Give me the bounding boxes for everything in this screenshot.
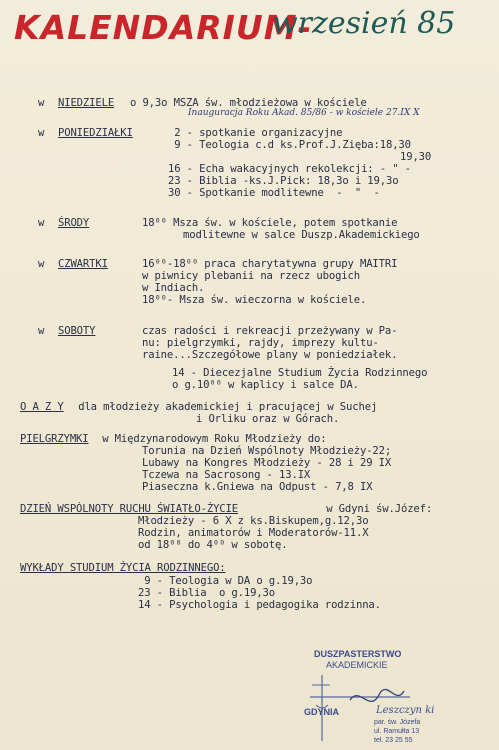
heading-dzien-wspolnoty: DZIEŃ WSPÓLNOTY RUCHU ŚWIATŁO-ŻYCIE	[20, 503, 238, 515]
text-line: w piwnicy plebanii na rzecz ubogich	[142, 270, 360, 282]
text-line: raine...Szczegółowe plany w poniedziałek.	[142, 349, 398, 361]
heading-soboty: SOBOTY	[58, 325, 96, 337]
text-line: o g.10⁰⁰ w kaplicy i salce DA.	[172, 379, 359, 391]
heading-wyklady: WYKŁADY STUDIUM ŻYCIA RODZINNEGO:	[20, 562, 226, 574]
text-line: Rodzin, animatorów i Moderatorów-11.X	[138, 527, 369, 539]
stamp-street: ul. Ramułta 13	[374, 728, 420, 735]
parish-stamp	[300, 645, 490, 745]
heading-czwartki: CZWARTKI	[58, 258, 108, 270]
section-prefix: w	[38, 217, 45, 229]
text-line: 14 - Psychologia i pedagogika rodzinna.	[138, 599, 381, 611]
text-line: 18⁰⁰- Msza św. wieczorna w kościele.	[142, 294, 367, 306]
heading-pielgrzymki: PIELGRZYMKI	[20, 433, 89, 445]
text-line: 16 - Echa wakacyjnych rekolekcji: - " -	[168, 163, 411, 175]
text-line: w Międzynarodowym Roku Młodzieży do:	[96, 433, 327, 445]
heading-oazy: O A Z Y	[20, 401, 64, 413]
title-month: wrzesień 85	[272, 6, 456, 41]
text-line: czas radości i rekreacji przeżywany w Pa-	[142, 325, 398, 337]
text-line: 9 - Teologia w DA o g.19,3o	[138, 575, 313, 587]
text-line: 14 - Diecezjalne Studium Życia Rodzinnego	[172, 367, 428, 379]
handwritten-note: Inauguracja Roku Akad. 85/86 - w kościele 27.IX X	[188, 108, 420, 118]
text-line: 9 - Teologia c.d ks.Prof.J.Zięba:18,30	[168, 139, 411, 151]
stamp-line1: DUSZPASTERSTWO	[314, 649, 402, 659]
text-line: Lubawy na Kongres Młodzieży - 28 i 29 IX	[142, 457, 392, 469]
heading-niedziele: NIEDZIELE	[58, 97, 115, 109]
stamp-signature: Leszczyn ki	[376, 705, 435, 716]
text-line: dla młodzieży akademickiej i pracującej w Suchej	[72, 401, 378, 413]
text-line: Tczewa na Sacrosong - 13.IX	[142, 469, 311, 481]
text-line: 19,30	[400, 151, 432, 163]
text-line: 2 - spotkanie organizacyjne	[168, 127, 343, 139]
text-line: 30 - Spotkanie modlitewne - " -	[168, 187, 380, 199]
section-prefix: w	[38, 258, 45, 270]
text-line: Młodzieży - 6 X z ks.Biskupem,g.12,3o	[138, 515, 369, 527]
text-line: i Orliku oraz w Górach.	[196, 413, 340, 425]
stamp-line2: AKADEMICKIE	[326, 660, 388, 670]
text-line: w Indiach.	[142, 282, 205, 294]
heading-poniedzialki: PONIEDZIAŁKI	[58, 127, 133, 139]
text-line: Piaseczna k.Gniewa na Odpust - 7,8 IX	[142, 481, 373, 493]
text-line: Torunia na Dzień Wspólnoty Młodzieży-22;	[142, 445, 392, 457]
stamp-city: GDYNIA	[304, 707, 340, 717]
text-line: 23 - Biblia o g.19,3o	[138, 587, 276, 599]
stamp-parish: par. św. Józefa	[374, 719, 421, 726]
title-kalendarium: KALENDARIUM-	[14, 8, 313, 47]
text-line: modlitewne w salce Duszp.Akademickiego	[183, 229, 420, 241]
section-prefix: w	[38, 97, 45, 109]
text-line: w Gdyni św.Józef:	[320, 503, 433, 515]
stamp-phone: tel. 23 25 55	[374, 737, 413, 744]
section-prefix: w	[38, 127, 45, 139]
text-line: 23 - Biblia -ks.J.Pick: 18,3o i 19,3o	[168, 175, 399, 187]
section-prefix: w	[38, 325, 45, 337]
text-line: nu: pielgrzymki, rajdy, imprezy kultu-	[142, 337, 379, 349]
text-line: 18⁰⁰ Msza św. w kościele, potem spotkanie	[142, 217, 398, 229]
heading-srody: ŚRODY	[58, 217, 90, 229]
text-line: 16⁰⁰-18⁰⁰ praca charytatywna grupy MAITRI	[142, 258, 398, 270]
text-line: o 9,3o MSZA św. młodzieżowa w kościele	[130, 97, 367, 109]
text-line: od 18⁰⁰ do 4⁰⁰ w sobotę.	[138, 539, 288, 551]
